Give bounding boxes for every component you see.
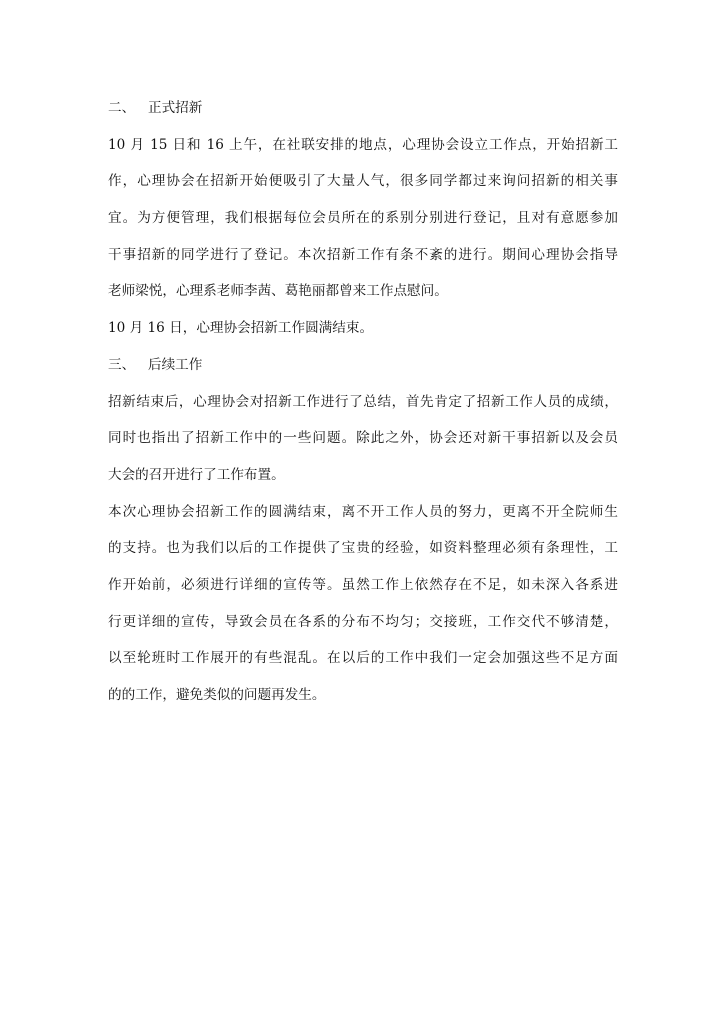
section-heading-2 <box>108 90 618 127</box>
text-line: 作开始前，必须进行详细的宣传等。虽然工作上依然存在不足，如未深入各系进 <box>108 576 618 593</box>
text-line: 干事招新的同学进行了登记。本次招新工作有条不紊的进行。期间心理协会指导 <box>108 246 618 263</box>
paragraph-recruitment <box>108 127 618 310</box>
text-line: 本次心理协会招新工作的圆满结束，离不开工作人员的努力，更离不开全院师生 <box>108 503 618 520</box>
section-number: 三、 <box>108 356 136 373</box>
text-line: 宜。为方便管理，我们根据每位会员所在的系别分别进行登记，且对有意愿参加 <box>108 210 618 227</box>
paragraph-reflection <box>108 494 618 714</box>
text-line: 10 月 16 日，心理协会招新工作圆满结束。 <box>108 320 374 337</box>
text-line: 的支持。也为我们以后的工作提供了宝贵的经验，如资料整理必须有条理性，工 <box>108 540 618 557</box>
section-number: 二、 <box>108 100 136 116</box>
document-body <box>108 90 618 714</box>
paragraph-summary <box>108 384 618 494</box>
text-line: 以至轮班时工作展开的有些混乱。在以后的工作中我们一定会加强这些不足方面 <box>108 650 618 667</box>
text-line: 大会的召开进行了工作布置。 <box>108 466 285 483</box>
text-line: 行更详细的宣传，导致会员在各系的分布不均匀；交接班，工作交代不够清楚， <box>108 613 618 630</box>
text-line: 同时也指出了招新工作中的一些问题。除此之外，协会还对新干事招新以及会员 <box>108 430 618 447</box>
section-title: 正式招新 <box>148 100 203 116</box>
text-line: 的的工作，避免类似的问题再发生。 <box>108 687 326 703</box>
section-heading-3 <box>108 347 618 384</box>
text-line: 老师梁悦，心理系老师李茜、葛艳丽都曾来工作点慰问。 <box>108 283 448 300</box>
text-line: 作，心理协会在招新开始便吸引了大量人气，很多同学都过来询问招新的相关事 <box>108 173 618 190</box>
text-line: 10 月 15 日和 16 上午，在社联安排的地点，心理协会设立工作点，开始招新工 <box>108 136 618 153</box>
paragraph-conclusion-date <box>108 310 618 347</box>
section-title: 后续工作 <box>148 356 203 373</box>
text-line: 招新结束后，心理协会对招新工作进行了总结，首先肯定了招新工作人员的成绩， <box>108 393 618 410</box>
